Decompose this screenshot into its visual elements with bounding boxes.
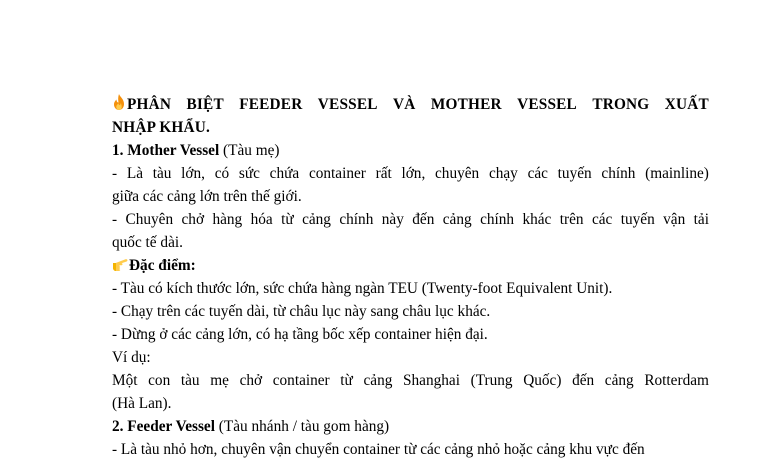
word: trên: [559, 211, 584, 228]
word: chính: [601, 165, 636, 182]
section-1-number: 1.: [112, 142, 128, 159]
word: chính: [480, 211, 515, 228]
word: chuyên: [435, 165, 480, 182]
word: tàu: [180, 372, 200, 389]
word: VESSEL: [317, 96, 378, 113]
word: cảng: [302, 211, 331, 228]
word: các: [591, 211, 613, 228]
word: Quốc): [523, 372, 562, 389]
word: con: [148, 372, 171, 389]
word: mẹ: [210, 372, 229, 389]
pointing-hand-icon: [112, 255, 128, 278]
section-2-number: 2.: [112, 418, 128, 435]
word: đến: [572, 372, 595, 389]
word: cảng: [604, 372, 634, 389]
word: từ: [281, 211, 294, 228]
doc-title-line1: [112, 93, 709, 116]
word: MOTHER: [430, 96, 502, 113]
document-body: [112, 93, 709, 461]
word: Shanghai: [403, 372, 460, 389]
section-1-subtitle: (Tàu mẹ): [219, 142, 280, 159]
word: Là: [126, 165, 143, 182]
word: có: [214, 165, 230, 182]
s2-bullet-1-line1: - Là tàu nhỏ hơn, chuyên vận chuyển container từ các cảng nhỏ hoặc cảng khu vực đến: [112, 441, 645, 458]
section-2-heading: [112, 415, 709, 438]
word: cảng: [442, 211, 472, 228]
word: hàng: [212, 211, 243, 228]
word: hóa: [250, 211, 273, 228]
word: khác: [522, 211, 552, 228]
doc-title-line2: NHẬP KHẨU.: [112, 119, 211, 136]
feature-item-2: - Chạy trên các tuyến dài, từ châu lục này sang châu lục khác.: [112, 303, 491, 320]
word: cảng: [363, 372, 393, 389]
feature-item-1: - Tàu có kích thước lớn, sức chứa hàng ngàn TEU (Twenty-foot Equivalent Unit).: [112, 280, 613, 297]
word: tàu: [152, 165, 172, 182]
word: PHÂN: [127, 96, 172, 113]
word: (Trung: [470, 372, 513, 389]
word: vận: [663, 211, 686, 228]
example-label: Ví dụ:: [112, 349, 151, 366]
word: chạy: [488, 165, 518, 182]
word: từ: [340, 372, 353, 389]
word: Một: [112, 372, 138, 389]
word: lớn,: [401, 165, 426, 182]
word: sức: [238, 165, 260, 182]
word: container: [272, 372, 330, 389]
section-2-title: Feeder Vessel: [127, 418, 215, 435]
word: -: [112, 165, 118, 182]
title-first-word-group: [112, 93, 171, 116]
section-1-title: Mother Vessel: [127, 142, 220, 159]
word: các: [527, 165, 548, 182]
fire-icon: [112, 94, 126, 117]
word: Rotterdam: [644, 372, 709, 389]
word: lớn,: [181, 165, 205, 182]
word: FEEDER: [239, 96, 303, 113]
word: Chuyên: [125, 211, 174, 228]
features-heading: [112, 254, 709, 277]
s1-bullet-1-line1: [112, 162, 709, 185]
word: chở: [181, 211, 205, 228]
word: đến: [412, 211, 435, 228]
word: XUẤT: [664, 96, 709, 113]
word: rất: [375, 165, 392, 182]
example-line2: (Hà Lan).: [112, 395, 172, 412]
feature-item-3: - Dừng ở các cảng lớn, có hạ tầng bốc xếp container hiện đại.: [112, 326, 488, 343]
word: (mainline): [645, 165, 709, 182]
word: chính: [339, 211, 374, 228]
word: chứa: [269, 165, 300, 182]
s1-bullet-1-line2: giữa các cảng lớn trên thế giới.: [112, 188, 302, 205]
s1-bullet-2-line2: quốc tế dài.: [112, 234, 183, 251]
word: VESSEL: [517, 96, 577, 113]
word: VÀ: [393, 96, 416, 113]
section-1-heading: [112, 139, 709, 162]
word: này: [381, 211, 404, 228]
word: -: [112, 211, 118, 228]
example-line1: [112, 369, 709, 392]
word: tải: [693, 211, 709, 228]
word: tuyến: [557, 165, 592, 182]
word: TRONG: [592, 96, 650, 113]
s1-bullet-2-line1: [112, 208, 709, 231]
word: tuyến: [620, 211, 655, 228]
features-label: Đặc điểm:: [129, 257, 196, 274]
word: container: [308, 165, 366, 182]
section-2-subtitle: (Tàu nhánh / tàu gom hàng): [214, 418, 390, 435]
word: chở: [239, 372, 263, 389]
word: BIỆT: [186, 96, 224, 113]
